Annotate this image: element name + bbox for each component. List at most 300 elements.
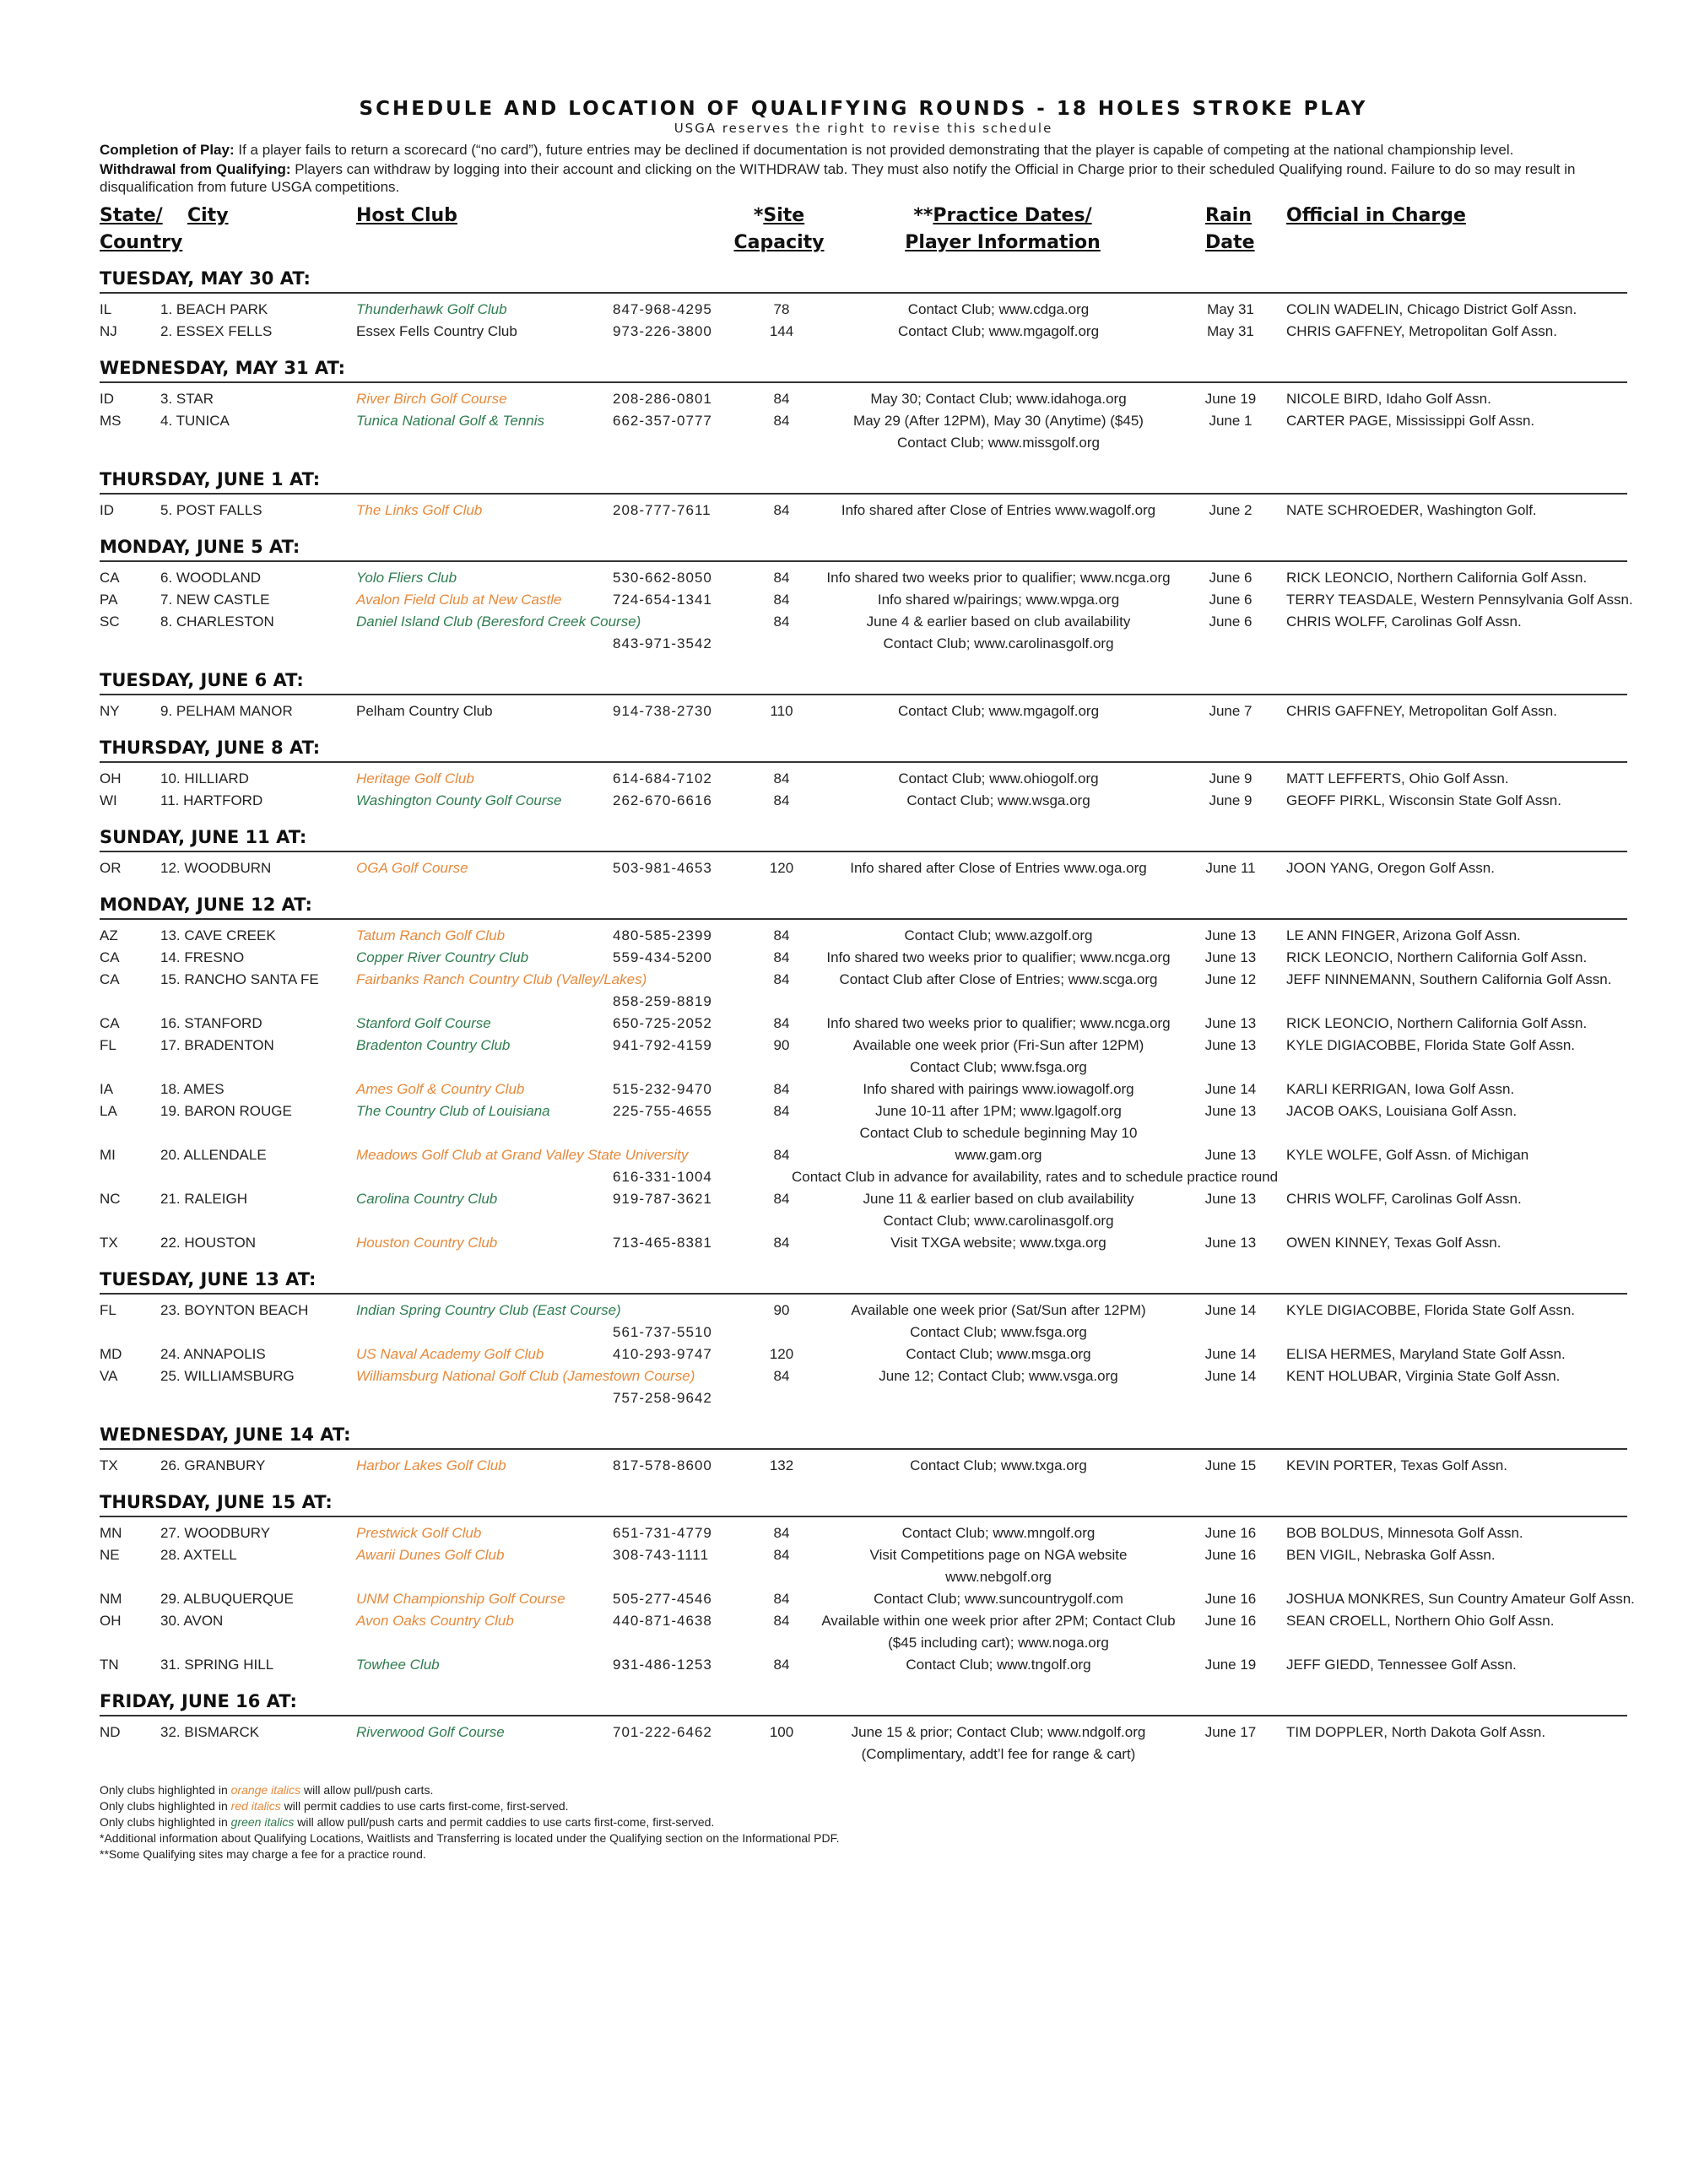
day-section bbox=[100, 814, 1627, 881]
footnotes bbox=[100, 1782, 1627, 1862]
host-club-cell: Riverwood Golf Course bbox=[356, 1724, 505, 1740]
state-cell: MD bbox=[100, 1346, 122, 1362]
capacity-cell: 84 bbox=[773, 927, 790, 943]
official-name: RICK LEONCIO bbox=[1286, 1015, 1389, 1031]
official-org: , Texas Golf Assn. bbox=[1393, 1457, 1508, 1473]
practice-info-cell: May 30; Contact Club; www.idahoga.org bbox=[870, 391, 1127, 407]
rain-date-cell: June 6 bbox=[1209, 592, 1252, 608]
official-org: , Nebraska Golf Assn. bbox=[1356, 1547, 1496, 1563]
rain-date-cell: June 13 bbox=[1204, 1015, 1257, 1031]
practice-info-cell: Contact Club; www.ohiogolf.org bbox=[898, 770, 1099, 787]
official-cell bbox=[1286, 790, 1561, 812]
state-cell: OH bbox=[100, 770, 122, 787]
state-cell: PA bbox=[100, 592, 118, 608]
schedule-row bbox=[100, 1013, 1627, 1035]
state-cell: NJ bbox=[100, 323, 117, 339]
practice-info-cell: Visit Competitions page on NGA website bbox=[869, 1547, 1128, 1563]
official-name: CHRIS GAFFNEY bbox=[1286, 323, 1401, 339]
capacity-cell: 90 bbox=[773, 1037, 790, 1053]
official-name: JOON YANG bbox=[1286, 860, 1370, 876]
footnote-line bbox=[100, 1798, 1627, 1814]
official-org: , North Dakota Golf Assn. bbox=[1383, 1724, 1546, 1740]
day-rows bbox=[100, 1716, 1627, 1767]
official-name: LE ANN FINGER bbox=[1286, 927, 1396, 943]
city-cell: 30. AVON bbox=[160, 1613, 224, 1629]
day-section bbox=[100, 255, 1627, 344]
footnote-text: *Additional information about Qualifying Locations, Waitlists and Transferring is located under the Qualifying section on the Informational PDF. bbox=[100, 1831, 840, 1845]
rain-date-cell: June 14 bbox=[1204, 1368, 1257, 1384]
host-club-cell: Harbor Lakes Golf Club bbox=[356, 1457, 506, 1473]
practice-info-cell: Info shared two weeks prior to qualifier; www.ncga.org bbox=[826, 949, 1171, 965]
official-org: , Washington Golf. bbox=[1419, 502, 1537, 518]
capacity-cell: 84 bbox=[773, 1147, 790, 1163]
phone-cell: 713-465-8381 bbox=[613, 1235, 712, 1251]
official-name: KYLE WOLFE bbox=[1286, 1147, 1378, 1163]
official-org: , Iowa Golf Assn. bbox=[1406, 1081, 1515, 1097]
practice-info-cell: Contact Club; www.msga.org bbox=[906, 1346, 1091, 1362]
state-cell: FL bbox=[100, 1302, 116, 1318]
official-org: , Wisconsin State Golf Assn. bbox=[1381, 792, 1561, 808]
host-club-cell: Heritage Golf Club bbox=[356, 770, 474, 787]
host-club-cell: Meadows Golf Club at Grand Valley State University bbox=[356, 1147, 689, 1163]
rain-date-cell: June 16 bbox=[1204, 1613, 1257, 1629]
official-org: , Virginia State Golf Assn. bbox=[1397, 1368, 1561, 1384]
capacity-cell: 120 bbox=[769, 1346, 794, 1362]
official-org: , Florida State Golf Assn. bbox=[1416, 1037, 1576, 1053]
official-cell bbox=[1286, 567, 1587, 589]
column-header-state: State/ Country bbox=[100, 205, 183, 253]
practice-info-cell: Info shared after Close of Entries www.wagolf.org bbox=[841, 502, 1156, 518]
day-title: TUESDAY, JUNE 13 AT: bbox=[100, 1256, 1627, 1295]
official-cell bbox=[1286, 1654, 1517, 1676]
official-name: BOB BOLDUS bbox=[1286, 1525, 1380, 1541]
city-cell: 7. NEW CASTLE bbox=[160, 592, 270, 608]
official-name: CHRIS WOLFF bbox=[1286, 1191, 1384, 1207]
state-cell: LA bbox=[100, 1103, 117, 1119]
schedule-row bbox=[100, 700, 1627, 722]
host-club-cell: US Naval Academy Golf Club bbox=[356, 1346, 544, 1362]
host-club-cell: Washington County Golf Course bbox=[356, 792, 562, 808]
official-cell bbox=[1286, 1544, 1496, 1566]
official-cell bbox=[1286, 1365, 1560, 1387]
official-cell bbox=[1286, 1078, 1514, 1100]
official-name: RICK LEONCIO bbox=[1286, 570, 1389, 586]
capacity-cell: 84 bbox=[773, 792, 790, 808]
host-club-cell: Stanford Golf Course bbox=[356, 1015, 491, 1031]
footnote-text: Only clubs highlighted in bbox=[100, 1815, 231, 1829]
completion-of-play-note bbox=[100, 141, 1627, 159]
practice-info-cell: Contact Club; www.azgolf.org bbox=[904, 927, 1093, 943]
host-club-cell: Yolo Fliers Club bbox=[356, 570, 457, 586]
schedule-row bbox=[100, 1232, 1627, 1254]
practice-info-cell: June 10-11 after 1PM; www.lgagolf.org bbox=[875, 1103, 1122, 1119]
state-cell: TX bbox=[100, 1235, 118, 1251]
rain-date-cell: June 16 bbox=[1204, 1591, 1257, 1607]
city-cell: 9. PELHAM MANOR bbox=[160, 703, 293, 719]
schedule-row bbox=[100, 1100, 1627, 1144]
official-org: , Idaho Golf Assn. bbox=[1377, 391, 1491, 407]
phone-cell: 651-731-4779 bbox=[613, 1525, 712, 1541]
official-name: CHRIS WOLFF bbox=[1286, 614, 1384, 630]
rain-date-cell: June 1 bbox=[1209, 413, 1252, 429]
host-club-cell: Towhee Club bbox=[356, 1657, 440, 1673]
day-title: SUNDAY, JUNE 11 AT: bbox=[100, 814, 1627, 852]
official-name: JOSHUA MONKRES bbox=[1286, 1591, 1420, 1607]
column-header-practice-dates: **Practice Dates/ Player Information bbox=[905, 205, 1101, 253]
official-name: TIM DOPPLER bbox=[1286, 1724, 1384, 1740]
city-cell: 5. POST FALLS bbox=[160, 502, 262, 518]
day-rows bbox=[100, 383, 1627, 456]
practice-info-cell: June 11 & earlier based on club availability bbox=[863, 1191, 1134, 1207]
phone-cell: 515-232-9470 bbox=[613, 1081, 712, 1097]
city-cell: 17. BRADENTON bbox=[160, 1037, 274, 1053]
official-name: JEFF GIEDD bbox=[1286, 1657, 1371, 1673]
official-cell bbox=[1286, 1522, 1523, 1544]
official-cell bbox=[1286, 1013, 1587, 1035]
city-cell: 6. WOODLAND bbox=[160, 570, 262, 586]
state-cell: IL bbox=[100, 301, 112, 317]
capacity-cell: 84 bbox=[773, 502, 790, 518]
day-title: THURSDAY, JUNE 15 AT: bbox=[100, 1479, 1627, 1517]
phone-cell: 208-286-0801 bbox=[613, 391, 712, 407]
official-org: , Minnesota Golf Assn. bbox=[1379, 1525, 1523, 1541]
official-name: KYLE DIGIACOBBE bbox=[1286, 1037, 1416, 1053]
host-club-cell: Fairbanks Ranch Country Club (Valley/Lakes) bbox=[356, 971, 647, 987]
phone-cell: 919-787-3621 bbox=[613, 1191, 712, 1207]
phone-cell: 701-222-6462 bbox=[613, 1724, 712, 1740]
state-cell: TN bbox=[100, 1657, 119, 1673]
capacity-cell: 84 bbox=[773, 614, 790, 630]
footnote-text: will allow pull/push carts and permit caddies to use carts first-come, first-served. bbox=[294, 1815, 715, 1829]
withdrawal-text: Players can withdraw by logging into their account and clicking on the WITHDRAW tab. They must also notify the Official in Charge prior to their scheduled Qualifying round. Failure to do so may result in disqualification from future USGA competitions. bbox=[100, 161, 1576, 195]
schedule-row bbox=[100, 500, 1627, 522]
host-club-cell: Prestwick Golf Club bbox=[356, 1525, 482, 1541]
footnote-line bbox=[100, 1830, 1627, 1846]
city-cell: 8. CHARLESTON bbox=[160, 614, 274, 630]
official-name: BEN VIGIL bbox=[1286, 1547, 1357, 1563]
day-title: WEDNESDAY, MAY 31 AT: bbox=[100, 344, 1627, 383]
footnote-text: will allow pull/push carts. bbox=[300, 1783, 434, 1797]
schedule-row bbox=[100, 1188, 1627, 1232]
state-cell: MN bbox=[100, 1525, 122, 1541]
state-cell: MS bbox=[100, 413, 122, 429]
practice-info-cell: Contact Club; www.carolinasgolf.org bbox=[883, 635, 1114, 651]
official-org: , Western Pennsylvania Golf Assn. bbox=[1413, 592, 1633, 608]
day-section bbox=[100, 1411, 1627, 1479]
official-org: , Ohio Golf Assn. bbox=[1401, 770, 1509, 787]
rain-date-cell: June 16 bbox=[1204, 1547, 1257, 1563]
practice-info-cell: Contact Club; www.mgagolf.org bbox=[897, 323, 1100, 339]
host-club-cell: Williamsburg National Golf Club (Jamestown Course) bbox=[356, 1368, 695, 1384]
city-cell: 13. CAVE CREEK bbox=[160, 927, 276, 943]
day-rows bbox=[100, 852, 1627, 881]
capacity-cell: 84 bbox=[773, 1547, 790, 1563]
official-cell bbox=[1286, 1188, 1522, 1210]
withdrawal-note bbox=[100, 160, 1627, 196]
day-title: WEDNESDAY, JUNE 14 AT: bbox=[100, 1411, 1627, 1450]
official-name: COLIN WADELIN bbox=[1286, 301, 1399, 317]
practice-info-cell: Visit TXGA website; www.txga.org bbox=[890, 1235, 1106, 1251]
practice-info-cell: May 29 (After 12PM), May 30 (Anytime) ($45) bbox=[853, 413, 1144, 429]
day-rows bbox=[100, 1450, 1627, 1479]
day-rows bbox=[100, 294, 1627, 344]
schedule-row bbox=[100, 410, 1627, 454]
state-cell: MI bbox=[100, 1147, 116, 1163]
state-cell: NY bbox=[100, 703, 120, 719]
practice-info-cell: Contact Club; www.carolinasgolf.org bbox=[883, 1213, 1114, 1229]
schedule-row bbox=[100, 1722, 1627, 1765]
host-club-cell: Avon Oaks Country Club bbox=[356, 1613, 514, 1629]
rain-date-cell: June 14 bbox=[1204, 1081, 1257, 1097]
practice-info-cell: Info shared with pairings www.iowagolf.org bbox=[863, 1081, 1134, 1097]
column-header-city: City bbox=[187, 205, 229, 226]
schedule-row bbox=[100, 567, 1627, 589]
rain-date-cell: June 7 bbox=[1209, 703, 1252, 719]
capacity-cell: 120 bbox=[769, 860, 794, 876]
day-section bbox=[100, 1479, 1635, 1678]
day-section bbox=[100, 1678, 1627, 1767]
capacity-cell: 84 bbox=[773, 770, 790, 787]
schedule-row bbox=[100, 1588, 1635, 1610]
official-cell bbox=[1286, 299, 1577, 321]
state-cell: FL bbox=[100, 1037, 116, 1053]
official-cell bbox=[1286, 1232, 1501, 1254]
official-org: , Oregon Golf Assn. bbox=[1369, 860, 1495, 876]
state-cell: VA bbox=[100, 1368, 118, 1384]
official-name: ELISA HERMES bbox=[1286, 1346, 1392, 1362]
city-cell: 24. ANNAPOLIS bbox=[160, 1346, 266, 1362]
official-name: KENT HOLUBAR bbox=[1286, 1368, 1398, 1384]
official-cell bbox=[1286, 700, 1557, 722]
official-org: , Northern California Golf Assn. bbox=[1388, 1015, 1588, 1031]
phone-cell: 941-792-4159 bbox=[613, 1037, 712, 1053]
host-club-cell: Copper River Country Club bbox=[356, 949, 529, 965]
official-cell bbox=[1286, 1455, 1507, 1477]
schedule-row bbox=[100, 1522, 1627, 1544]
capacity-cell: 84 bbox=[773, 949, 790, 965]
practice-info-cell: Contact Club; www.fsga.org bbox=[910, 1059, 1087, 1075]
rain-date-cell: May 31 bbox=[1207, 323, 1254, 339]
day-rows bbox=[100, 562, 1633, 657]
official-name: CHRIS GAFFNEY bbox=[1286, 703, 1401, 719]
host-club-cell: Ames Golf & Country Club bbox=[356, 1081, 525, 1097]
state-cell: IA bbox=[100, 1081, 114, 1097]
rain-date-cell: June 13 bbox=[1204, 949, 1257, 965]
official-name: NATE SCHROEDER bbox=[1286, 502, 1420, 518]
official-name: SEAN CROELL bbox=[1286, 1613, 1388, 1629]
practice-info-cell: Contact Club; www.missgolf.org bbox=[897, 435, 1100, 451]
practice-info-cell: Info shared w/pairings; www.wpga.org bbox=[877, 592, 1120, 608]
official-cell bbox=[1286, 1035, 1575, 1057]
phone-cell: 843-971-3542 bbox=[613, 635, 712, 651]
official-name: KYLE DIGIACOBBE bbox=[1286, 1302, 1416, 1318]
official-cell bbox=[1286, 500, 1537, 522]
phone-cell: 262-670-6616 bbox=[613, 792, 712, 808]
capacity-cell: 84 bbox=[773, 1103, 790, 1119]
capacity-cell: 84 bbox=[773, 1235, 790, 1251]
capacity-cell: 84 bbox=[773, 1368, 790, 1384]
day-rows bbox=[100, 763, 1627, 814]
day-rows bbox=[100, 1517, 1635, 1678]
official-name: KEVIN PORTER bbox=[1286, 1457, 1393, 1473]
official-org: , Metropolitan Golf Assn. bbox=[1400, 323, 1557, 339]
rain-date-cell: June 16 bbox=[1204, 1525, 1257, 1541]
day-title: FRIDAY, JUNE 16 AT: bbox=[100, 1678, 1627, 1716]
rain-date-cell: June 13 bbox=[1204, 1103, 1257, 1119]
official-cell bbox=[1286, 1610, 1554, 1632]
official-org: , Texas Golf Assn. bbox=[1386, 1235, 1501, 1251]
capacity-cell: 84 bbox=[773, 1015, 790, 1031]
capacity-cell: 110 bbox=[770, 703, 793, 719]
schedule-row bbox=[100, 969, 1627, 1013]
city-cell: 15. RANCHO SANTA FE bbox=[160, 971, 319, 987]
official-org: , Arizona Golf Assn. bbox=[1395, 927, 1521, 943]
rain-date-cell: May 31 bbox=[1207, 301, 1254, 317]
capacity-cell: 144 bbox=[769, 323, 794, 339]
rain-date-cell: June 2 bbox=[1209, 502, 1252, 518]
official-org: , Chicago District Golf Assn. bbox=[1399, 301, 1577, 317]
schedule-row bbox=[100, 1144, 1627, 1188]
schedule-row bbox=[100, 299, 1627, 321]
day-rows bbox=[100, 695, 1627, 724]
phone-cell: 559-434-5200 bbox=[613, 949, 712, 965]
capacity-cell: 84 bbox=[773, 1081, 790, 1097]
host-club-cell: Thunderhawk Golf Club bbox=[356, 301, 507, 317]
official-name: OWEN KINNEY bbox=[1286, 1235, 1387, 1251]
day-section bbox=[100, 1256, 1627, 1411]
official-org: , Tennessee Golf Assn. bbox=[1370, 1657, 1517, 1673]
state-cell: WI bbox=[100, 792, 117, 808]
rain-date-cell: June 12 bbox=[1204, 971, 1257, 987]
day-title: TUESDAY, JUNE 6 AT: bbox=[100, 657, 1627, 695]
capacity-cell: 84 bbox=[773, 1613, 790, 1629]
official-org: , Northern California Golf Assn. bbox=[1388, 570, 1588, 586]
city-cell: 12. WOODBURN bbox=[160, 860, 272, 876]
state-cell: TX bbox=[100, 1457, 118, 1473]
phone-cell: 973-226-3800 bbox=[613, 323, 712, 339]
state-cell: CA bbox=[100, 1015, 120, 1031]
practice-info-cell: Available one week prior (Fri-Sun after 12PM) bbox=[852, 1037, 1144, 1053]
schedule-row bbox=[100, 768, 1627, 790]
practice-info-cell: Contact Club; www.txga.org bbox=[910, 1457, 1087, 1473]
capacity-cell: 84 bbox=[773, 1191, 790, 1207]
capacity-cell: 90 bbox=[773, 1302, 790, 1318]
day-rows bbox=[100, 1295, 1627, 1411]
phone-cell: 614-684-7102 bbox=[613, 770, 712, 787]
host-club-cell: Tatum Ranch Golf Club bbox=[356, 927, 506, 943]
rain-date-cell: June 6 bbox=[1209, 614, 1252, 630]
schedule-row bbox=[100, 1365, 1627, 1409]
official-name: KARLI KERRIGAN bbox=[1286, 1081, 1407, 1097]
official-cell bbox=[1286, 1722, 1545, 1743]
official-cell bbox=[1286, 857, 1495, 879]
phone-cell: 530-662-8050 bbox=[613, 570, 712, 586]
practice-info-cell: Contact Club; www.mgagolf.org bbox=[897, 703, 1100, 719]
state-cell: NC bbox=[100, 1191, 121, 1207]
practice-info-cell: ($45 including cart); www.noga.org bbox=[888, 1635, 1109, 1651]
rain-date-cell: June 6 bbox=[1209, 570, 1252, 586]
official-cell bbox=[1286, 321, 1557, 343]
official-cell bbox=[1286, 1100, 1517, 1122]
practice-info-cell: June 12; Contact Club; www.vsga.org bbox=[879, 1368, 1118, 1384]
column-headers bbox=[100, 201, 1627, 255]
phone-cell: 931-486-1253 bbox=[613, 1657, 712, 1673]
state-cell: NM bbox=[100, 1591, 122, 1607]
schedule-row bbox=[100, 947, 1627, 969]
city-cell: 10. HILLIARD bbox=[160, 770, 249, 787]
completion-label: Completion of Play: bbox=[100, 142, 235, 158]
practice-info-cell: Contact Club; www.fsga.org bbox=[910, 1324, 1087, 1340]
city-cell: 3. STAR bbox=[160, 391, 214, 407]
phone-cell: 616-331-1004 bbox=[613, 1169, 712, 1185]
official-org: , Sun Country Amateur Golf Assn. bbox=[1420, 1591, 1635, 1607]
city-cell: 18. AMES bbox=[160, 1081, 225, 1097]
state-cell: ID bbox=[100, 502, 114, 518]
day-title: THURSDAY, JUNE 1 AT: bbox=[100, 456, 1627, 495]
practice-info-cell: (Complimentary, addt’l fee for range & cart) bbox=[861, 1746, 1136, 1762]
official-cell bbox=[1286, 1300, 1575, 1322]
official-name: RICK LEONCIO bbox=[1286, 949, 1389, 965]
official-name: NICOLE BIRD bbox=[1286, 391, 1378, 407]
official-org: , Carolinas Golf Assn. bbox=[1383, 1191, 1522, 1207]
state-cell: CA bbox=[100, 949, 120, 965]
schedule-row bbox=[100, 1300, 1627, 1343]
phone-cell: 650-725-2052 bbox=[613, 1015, 712, 1031]
city-cell: 27. WOODBURY bbox=[160, 1525, 271, 1541]
schedule-row bbox=[100, 1455, 1627, 1477]
footnote-line bbox=[100, 1814, 1627, 1830]
schedule-row bbox=[100, 1343, 1627, 1365]
footnote-text: Only clubs highlighted in bbox=[100, 1783, 231, 1797]
capacity-cell: 84 bbox=[773, 1591, 790, 1607]
official-name: GEOFF PIRKL bbox=[1286, 792, 1382, 808]
practice-info-cell: Available one week prior (Sat/Sun after 12PM) bbox=[851, 1302, 1146, 1318]
phone-cell: 505-277-4546 bbox=[613, 1591, 712, 1607]
official-org: , Northern Ohio Golf Assn. bbox=[1387, 1613, 1555, 1629]
practice-info-cell: June 4 & earlier based on club availability bbox=[866, 614, 1131, 630]
day-title: MONDAY, JUNE 5 AT: bbox=[100, 523, 1627, 562]
phone-cell: 308-743-1111 bbox=[613, 1547, 710, 1563]
footnote-line bbox=[100, 1846, 1627, 1862]
city-cell: 19. BARON ROUGE bbox=[160, 1103, 292, 1119]
day-section bbox=[100, 724, 1627, 814]
practice-info-cell: Contact Club; www.wsga.org bbox=[906, 792, 1090, 808]
phone-cell: 410-293-9747 bbox=[613, 1346, 712, 1362]
footnote-highlight: red italics bbox=[230, 1799, 281, 1813]
official-name: JEFF NINNEMANN bbox=[1286, 971, 1412, 987]
phone-cell: 440-871-4638 bbox=[613, 1613, 712, 1629]
official-name: TERRY TEASDALE bbox=[1286, 592, 1414, 608]
official-org: , Louisiana Golf Assn. bbox=[1377, 1103, 1518, 1119]
schedule-row bbox=[100, 388, 1627, 410]
schedule-row bbox=[100, 1078, 1627, 1100]
official-org: , Carolinas Golf Assn. bbox=[1383, 614, 1522, 630]
capacity-cell: 84 bbox=[773, 971, 790, 987]
practice-info-cell: Info shared two weeks prior to qualifier; www.ncga.org bbox=[826, 1015, 1171, 1031]
city-cell: 11. HARTFORD bbox=[160, 792, 263, 808]
official-cell bbox=[1286, 925, 1521, 947]
day-section bbox=[100, 657, 1627, 724]
capacity-cell: 84 bbox=[773, 413, 790, 429]
phone-cell: 757-258-9642 bbox=[613, 1390, 712, 1406]
official-cell bbox=[1286, 1588, 1635, 1610]
official-name: CARTER PAGE bbox=[1286, 413, 1388, 429]
official-org: , Mississippi Golf Assn. bbox=[1388, 413, 1535, 429]
capacity-cell: 84 bbox=[773, 391, 790, 407]
footnote-text: Only clubs highlighted in bbox=[100, 1799, 231, 1813]
rain-date-cell: June 13 bbox=[1204, 1037, 1257, 1053]
rain-date-cell: June 13 bbox=[1204, 1147, 1257, 1163]
